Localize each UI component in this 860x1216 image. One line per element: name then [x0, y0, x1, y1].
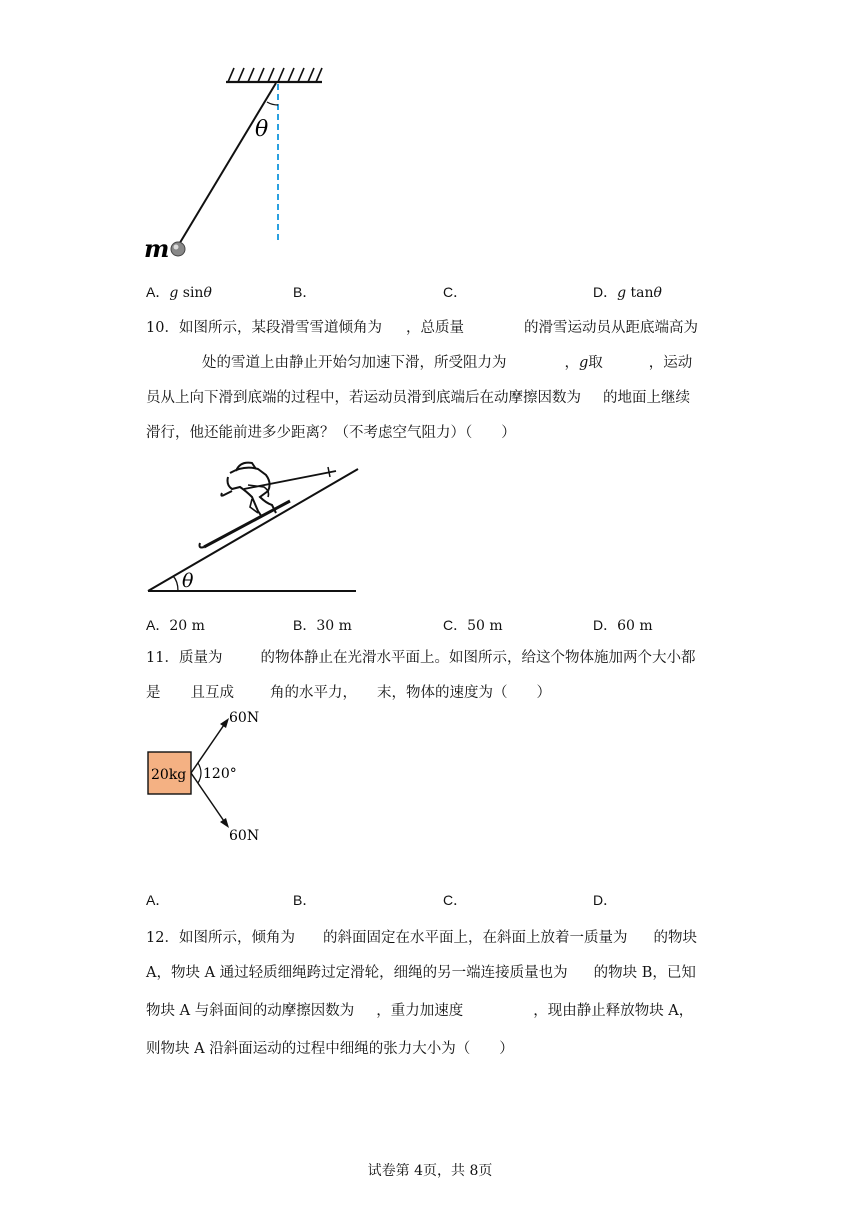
q11-line-1: 11．质量为 的物体静止在光滑水平面上。如图所示，给这个物体施加两个大小都	[146, 650, 696, 666]
pendulum-figure	[130, 60, 340, 260]
q12-line-1: 12．如图所示，倾角为 的斜面固定在水平面上，在斜面上放着一质量为 的物块	[146, 930, 697, 946]
page-footer: 试卷第 4页，共 8页	[367, 1163, 493, 1179]
q10-option-b: B．30 m	[293, 617, 352, 634]
angle-120-label: 120°	[203, 766, 237, 782]
q11-option-a: A．	[146, 892, 170, 908]
q9-option-d: D．g tanθ	[593, 284, 662, 301]
q10-line-1: 10．如图所示，某段滑雪雪道倾角为 ，总质量 的滑雪运动员从距底端高为	[146, 320, 698, 336]
force-box-figure	[140, 700, 290, 850]
angle-theta-label: θ	[255, 117, 269, 142]
force-top-label: 60N	[229, 710, 260, 726]
q10-option-c: C．50 m	[443, 617, 503, 634]
force-bottom-label: 60N	[229, 828, 260, 844]
q10-line-2: 处的雪道上由静止开始匀加速下滑，所受阻力为 ，g取 ，运动	[202, 355, 693, 371]
skier-slope-figure	[140, 455, 370, 600]
q10-option-d: D．60 m	[593, 617, 653, 634]
q11-line-2: 是 且互成 角的水平力， 末，物体的速度为（ ）	[146, 685, 551, 701]
q12-line-3: 物块 A 与斜面间的动摩擦因数为 ，重力加速度 ，现由静止释放物块 A，	[146, 1003, 694, 1019]
q10-line-4: 滑行，他还能前进多少距离？（不考虑空气阻力）（ ）	[146, 425, 516, 441]
q12-line-4: 则物块 A 沿斜面运动的过程中细绳的张力大小为（ ）	[146, 1041, 514, 1057]
q12-line-2: A，物块 A 通过轻质细绳跨过定滑轮，细绳的另一端连接质量也为 的物块 B，已知	[146, 965, 696, 981]
q11-option-c: C．	[443, 892, 468, 908]
q11-option-b: B．	[293, 892, 317, 908]
slope-angle-label: θ	[182, 570, 194, 592]
q9-option-b: B．	[293, 284, 317, 300]
q10-option-a: A．20 m	[146, 617, 205, 634]
q10-line-3: 员从上向下滑到底端的过程中，若运动员滑到底端后在动摩擦因数为 的地面上继续	[146, 390, 690, 406]
box-mass-label: 20kg	[151, 767, 187, 783]
q11-option-d: D．	[593, 892, 618, 908]
mass-label: m	[144, 234, 170, 260]
q9-option-c: C．	[443, 284, 468, 300]
q9-option-a: A．g sinθ	[146, 284, 212, 301]
